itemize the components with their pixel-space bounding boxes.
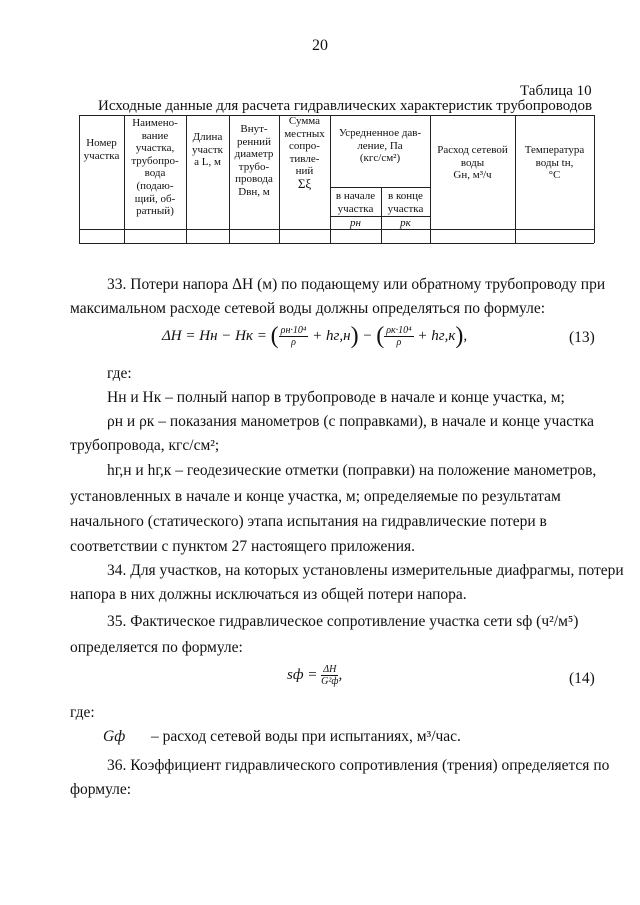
formula-13: ΔH = Hн − Hк = ( ρн·10⁴ ρ + hг,н) − ( ρк·10⁴ ρ + hг,к), bbox=[162, 323, 468, 349]
p33-line1: 33. Потери напора ΔH (м) по подающему или обратному трубопроводу при bbox=[107, 276, 606, 293]
col-header-name: Наимено- вание участка, трубопро- вода (подаю- щий, об- ратный) bbox=[131, 117, 179, 218]
col-header-number: Номер участка bbox=[83, 137, 120, 162]
p33-def-hg-b: установленных в начале и конце участка, м; определяемые по результатам bbox=[70, 488, 561, 505]
p34-line2: напора в них должны исключаться из общей потери напора. bbox=[70, 586, 467, 603]
page-number: 20 bbox=[312, 37, 328, 54]
p34-line1: 34. Для участков, на которых установлены измерительные диафрагмы, потери bbox=[107, 562, 624, 579]
p35-line1: 35. Фактическое гидравлическое сопротивление участка сети sф (ч²/м⁵) bbox=[107, 613, 579, 630]
p33-line2: максимальном расходе сетевой воды должны определяться по формуле: bbox=[70, 300, 546, 317]
p35-where: где: bbox=[70, 704, 95, 721]
p36-line1: 36. Коэффициент гидравлического сопротивления (трения) определяется по bbox=[107, 757, 610, 774]
col-header-pressure: Усредненное дав- ление, Па (кгс/см²) bbox=[338, 127, 422, 165]
col-header-flow: Расход сетевой воды Gн, м³/ч bbox=[437, 144, 508, 182]
col-symbol-pk: pк bbox=[400, 217, 411, 229]
p33-where: где: bbox=[107, 365, 132, 382]
p33-def-rho-b: трубопровода, кгс/см²; bbox=[70, 437, 220, 454]
p35-def-text: – расход сетевой воды при испытаниях, м³/час. bbox=[151, 728, 461, 745]
table-label: Таблица 10 bbox=[520, 83, 592, 99]
col-header-diameter: Внут- ренний диаметр трубо- провода Dвн, м bbox=[234, 123, 274, 198]
col-header-pressure-start: в начале участка bbox=[335, 190, 376, 215]
col-symbol-pn: pн bbox=[350, 217, 361, 229]
p36-line2: формуле: bbox=[70, 781, 132, 798]
p33-def-rho-a: ρн и ρк – показания манометров (с поправками), в начале и конце участка bbox=[107, 413, 595, 430]
formula-14: sф = ΔH G²ф , bbox=[287, 664, 343, 687]
equation-number-13: (13) bbox=[569, 329, 595, 346]
col-header-length: Длина участк а L, м bbox=[192, 131, 223, 169]
p35-line2: определяется по формуле: bbox=[70, 639, 243, 656]
p33-def-hg-c: начального (статического) этапа испытания на гидравлические потери в bbox=[70, 513, 547, 530]
p33-def-h: Hн и Hк – полный напор в трубопроводе в начале и конце участка, м; bbox=[107, 389, 565, 406]
p35-def-symbol: Gф bbox=[103, 728, 126, 745]
col-header-temperature: Температура воды tн, °С bbox=[524, 144, 585, 182]
equation-number-14: (14) bbox=[569, 670, 595, 687]
col-header-resistance: Сумма местных сопро- тивле- ний Σξ bbox=[284, 115, 325, 191]
col-header-pressure-end: в конце участка bbox=[387, 190, 424, 215]
data-table bbox=[79, 115, 594, 243]
p33-def-hg-a: hг,н и hг,к – геодезические отметки (поправки) на положение манометров, bbox=[107, 462, 597, 479]
p33-def-hg-d: соответствии с пунктом 27 настоящего приложения. bbox=[70, 538, 415, 555]
table-caption: Исходные данные для расчета гидравлических характеристик трубопроводов bbox=[98, 98, 593, 114]
